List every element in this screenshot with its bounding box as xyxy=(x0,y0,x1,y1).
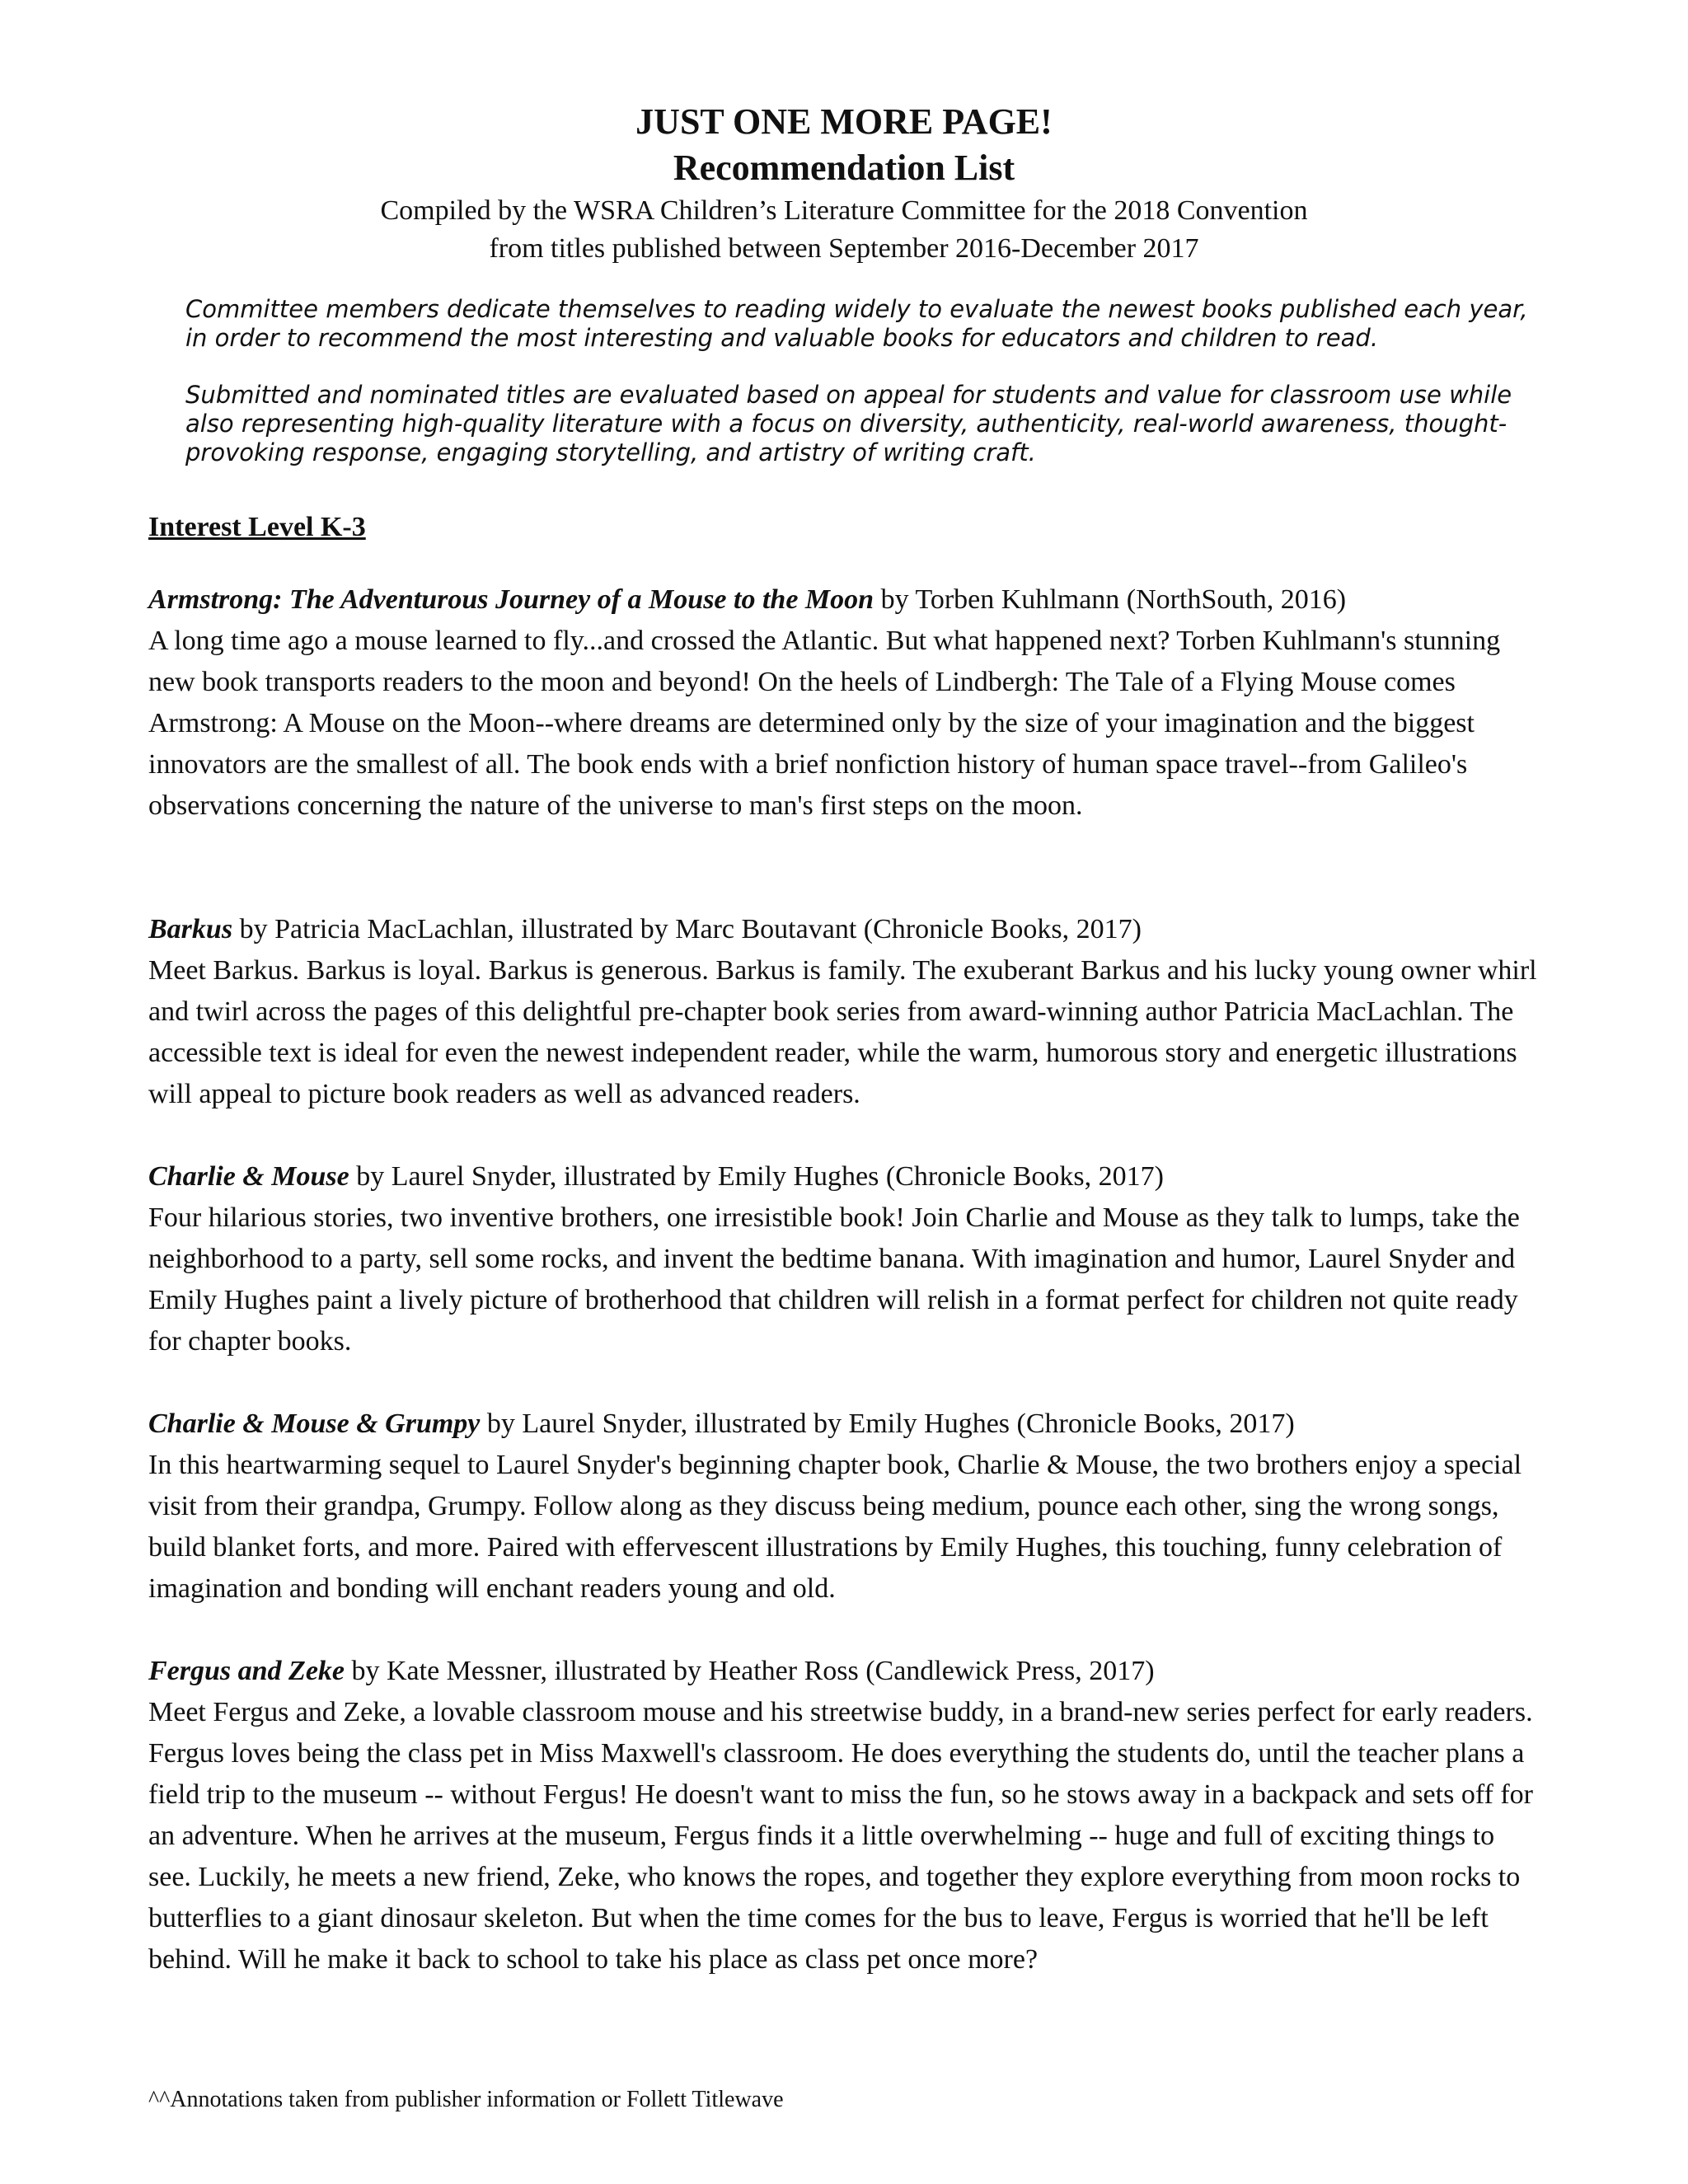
book-annotation: Meet Barkus. Barkus is loyal. Barkus is generous. Barkus is family. The exuberant Barkus and his lucky young owner whirl and twirl across the pages of this delightful pre-chapter book series from award-winning author Patricia MacLachlan. The accessible text is ideal for even the newest independent reader, while the warm, humorous story and energetic illustrations will appeal to picture book readers as well as advanced readers. xyxy=(148,955,1537,1109)
document-header xyxy=(0,99,1688,267)
book-credits: by Laurel Snyder, illustrated by Emily Hughes (Chronicle Books, 2017) xyxy=(480,1408,1295,1439)
book-citation xyxy=(148,579,1541,621)
book-entry-charlie-and-mouse xyxy=(148,1156,1541,1362)
book-title: Charlie & Mouse & Grumpy xyxy=(148,1408,481,1439)
book-title: Fergus and Zeke xyxy=(148,1656,345,1686)
book-title: Charlie & Mouse xyxy=(148,1161,349,1192)
book-entry-fergus-and-zeke xyxy=(148,1651,1541,1980)
book-entry-barkus xyxy=(148,909,1541,1115)
section-heading-interest-level: Interest Level K-3 xyxy=(148,512,366,542)
book-citation xyxy=(148,909,1541,950)
book-credits: by Patricia MacLachlan, illustrated by Marc Boutavant (Chronicle Books, 2017) xyxy=(232,914,1142,944)
book-citation xyxy=(148,1651,1541,1692)
date-range-line: from titles published between September 2016-December 2017 xyxy=(489,233,1199,264)
book-credits: by Torben Kuhlmann (NorthSouth, 2016) xyxy=(874,584,1347,615)
intro-paragraph-committee: Committee members dedicate themselves to reading widely to evaluate the newest books published each year, in order to recommend the most interesting and valuable books for educators and children to read. xyxy=(185,295,1528,352)
annotations-source-footnote: ^^Annotations taken from publisher information or Follett Titlewave xyxy=(148,2087,784,2112)
book-credits: by Laurel Snyder, illustrated by Emily Hughes (Chronicle Books, 2017) xyxy=(349,1161,1164,1192)
compiled-by-line: Compiled by the WSRA Children’s Literature Committee for the 2018 Convention xyxy=(380,195,1308,226)
document-title: JUST ONE MORE PAGE! xyxy=(635,101,1053,142)
book-annotation: In this heartwarming sequel to Laurel Snyder's beginning chapter book, Charlie & Mouse, the two brothers enjoy a special visit from their grandpa, Grumpy. Follow along as they discuss being medium, pounce each other, sing the wrong songs, build blanket forts, and more. Paired with effervescent illustrations by Emily Hughes, this touching, funny celebration of imagination and bonding will enchant readers young and old. xyxy=(148,1450,1522,1604)
book-entry-charlie-mouse-grumpy xyxy=(148,1404,1541,1610)
intro-paragraph-criteria: Submitted and nominated titles are evaluated based on appeal for students and value for classroom use while also representing high-quality literature with a focus on diversity, authenticity, real-world awareness, thought-provoking response, engaging storytelling, and artistry of writing craft. xyxy=(185,381,1512,466)
book-citation xyxy=(148,1156,1541,1197)
book-title: Barkus xyxy=(148,914,233,944)
book-title: Armstrong: The Adventurous Journey of a Mouse to the Moon xyxy=(148,584,874,615)
book-credits: by Kate Messner, illustrated by Heather Ross (Candlewick Press, 2017) xyxy=(345,1656,1155,1686)
book-entry-armstrong xyxy=(148,579,1541,827)
book-annotation: Meet Fergus and Zeke, a lovable classroom mouse and his streetwise buddy, in a brand-new series perfect for early readers. Fergus loves being the class pet in Miss Maxwell's classroom. He does everything the students do, until the teacher plans a field trip to the museum -- without Fergus! He doesn't want to miss the fun, so he stows away in a backpack and sets off for an adventure. When he arrives at the museum, Fergus finds it a little overwhelming -- huge and full of exciting things to see. Luckily, he meets a new friend, Zeke, who knows the ropes, and together they explore everything from moon rocks to butterflies to a giant dinosaur skeleton. But when the time comes for the bus to leave, Fergus is worried that he'll be left behind. Will he make it back to school to take his place as class pet once more? xyxy=(148,1697,1533,1975)
book-citation xyxy=(148,1404,1541,1445)
document-subtitle: Recommendation List xyxy=(673,148,1015,188)
book-annotation: Four hilarious stories, two inventive brothers, one irresistible book! Join Charlie and Mouse as they talk to lumps, take the neighborhood to a party, sell some rocks, and invent the bedtime banana. With imagination and humor, Laurel Snyder and Emily Hughes paint a lively picture of brotherhood that children will relish in a format perfect for children not quite ready for chapter books. xyxy=(148,1202,1520,1357)
book-annotation: A long time ago a mouse learned to fly...and crossed the Atlantic. But what happened next? Torben Kuhlmann's stunning new book transports readers to the moon and beyond! On the heels of Lindbergh: The Tale of a Flying Mouse comes Armstrong: A Mouse on the Moon--where dreams are determined only by the size of your imagination and the biggest innovators are the smallest of all. The book ends with a brief nonfiction history of human space travel--from Galileo's observations concerning the nature of the universe to man's first steps on the moon. xyxy=(148,626,1501,821)
